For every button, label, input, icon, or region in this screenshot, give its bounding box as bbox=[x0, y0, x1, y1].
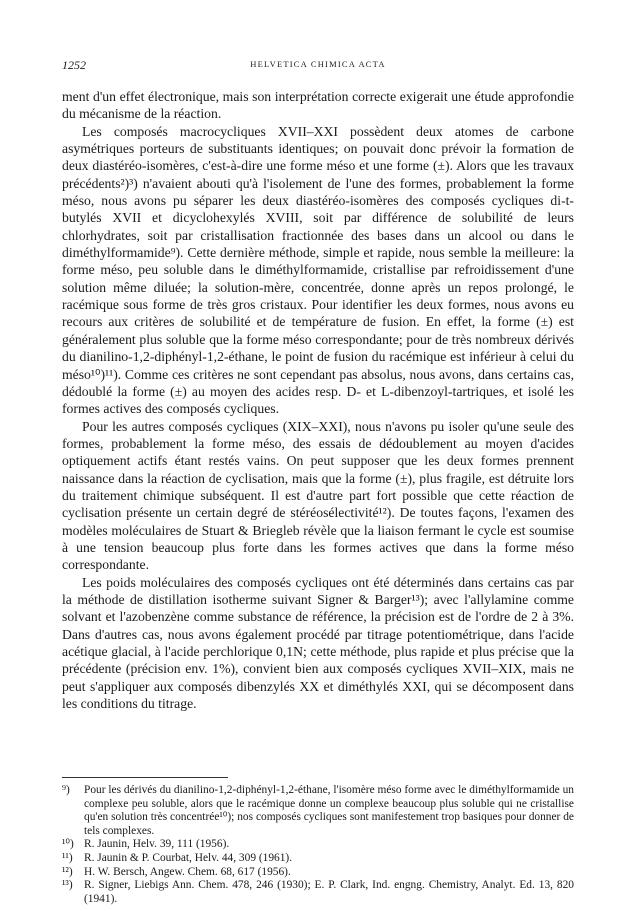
footnote-text: R. Jaunin, Helv. 39, 111 (1956). bbox=[84, 838, 230, 851]
footnote-item bbox=[62, 879, 574, 906]
page-number: 1252 bbox=[62, 58, 86, 72]
paragraph-other-cyclic-compounds: Pour les autres composés cycliques (XIX–XXI), nous n'avons pu isoler qu'une seule des formes, probablement la forme méso, des essais de dédoublement au moyen d'acides optiquement actifs étant restés vains. On peut supposer que les deux formes prennent naissance dans la réaction de cyclisation, mais que la forme (±), plus fragile, est détruite lors du traitement chimique subséquent. Il est d'autre part fort possible que cette réaction de cyclisation présente un certain degré de stéréosélectivité¹²). De toutes façons, l'examen des modèles moléculaires de Stuart & Briegleb révèle que la liaison fermant le cycle est soumise à une tension beaucoup plus forte dans les formes actives que dans la forme méso correspondante. bbox=[62, 418, 574, 573]
footnote-item bbox=[62, 866, 574, 880]
footnote-number: ¹¹) bbox=[62, 851, 73, 864]
footnote-item bbox=[62, 784, 574, 838]
main-text bbox=[62, 88, 574, 712]
footnote-text: H. W. Bersch, Angew. Chem. 68, 617 (1956). bbox=[84, 865, 291, 878]
footnotes bbox=[62, 784, 574, 906]
paragraph-molecular-weights: Les poids moléculaires des composés cycliques ont été déterminés dans certains cas par la méthode de distillation isotherme suivant Signer & Barger¹³); avec l'allylamine comme solvant et l'azobenzène comme substance de référence, la précision est de l'ordre de 2 à 3%. Dans d'autres cas, nous avons également procédé par titrage potentiométrique, dans l'acide acétique glacial, à l'acide perchlorique 0,1N; cette méthode, plus rapide et plus précise que la précédente (précision env. 1%), convient bien aux composés cycliques XVII–XIX, mais ne peut s'appliquer aux composés dibenzylés XX et diméthylés XXI, qui se décomposent dans les conditions du titrage. bbox=[62, 574, 574, 712]
footnote-divider bbox=[62, 777, 228, 778]
footnote-text: Pour les dérivés du dianilino-1,2-diphényl-1,2-éthane, l'isomère méso forme avec le diméthylformamide un complexe peu soluble, alors que le racémique donne un complexe beaucoup plus soluble qui ne cristallise qu'en solution très concentrée¹⁰); nos composés cycliques sont manifestement trop basiques pour donner de tels complexes. bbox=[84, 784, 574, 837]
footnote-item bbox=[62, 838, 574, 852]
footnote-number: ¹⁰) bbox=[62, 838, 74, 851]
paragraph-diastereoisomers: Les composés macrocycliques XVII–XXI possèdent deux atomes de carbone asymétriques porteurs de substituants identiques; on pouvait donc prévoir la formation de deux diastéréo-isomères, c'est-à-dire une forme méso et une forme (±). Alors que les travaux précédents²)³) n'avaient abouti qu'à l'isolement de l'une des formes, probablement la forme méso, nous avons pu séparer les deux diastéréo-isomères des composés cycliques di-t-butylés XVII et dicyclohexylés XVIII, soit par différence de solubilité de leurs chlorhydrates, soit par cristallisation fractionnée des bases dans un alcool ou dans le diméthylformamide⁹). Cette dernière méthode, simple et rapide, nous semble la meilleure: la forme méso, peu soluble dans le diméthylformamide, cristallise par refroidissement d'une solution même diluée; la solution-mère, concentrée, donne après un repos prolongé, le racémique sous forme de très gros cristaux. Pour identifier les deux formes, nous avons eu recours aux critères de solubilité et de température de fusion. En effet, la forme (±) est généralement plus soluble que la forme méso correspondante; pour de très nombreux dérivés du dianilino-1,2-diphényl-1,2-éthane, le point de fusion du racémique est inférieur à celui du méso¹⁰)¹¹). Comme ces critères ne sont cependant pas absolus, nous avons, dans certains cas, dédoublé la forme (±) au moyen des acides resp. D- et L-dibenzoyl-tartriques, et isolé les formes actives des composés cycliques. bbox=[62, 123, 574, 417]
footnote-number: ¹³) bbox=[62, 879, 73, 892]
footnote-text: R. Signer, Liebigs Ann. Chem. 478, 246 (1930); E. P. Clark, Ind. engng. Chemistry, Analyt. Ed. 13, 820 (1941). bbox=[84, 879, 574, 905]
paragraph-continued: ment d'un effet électronique, mais son interprétation correcte exigerait une étude approfondie du mécanisme de la réaction. bbox=[62, 89, 574, 122]
page-header bbox=[62, 58, 574, 76]
footnote-number: ¹²) bbox=[62, 865, 73, 878]
footnote-text: R. Jaunin & P. Courbat, Helv. 44, 309 (1961). bbox=[84, 851, 293, 864]
journal-title: HELVETICA CHIMICA ACTA bbox=[250, 59, 386, 69]
footnote-number: ⁹) bbox=[62, 784, 70, 796]
footnote-item bbox=[62, 852, 574, 866]
